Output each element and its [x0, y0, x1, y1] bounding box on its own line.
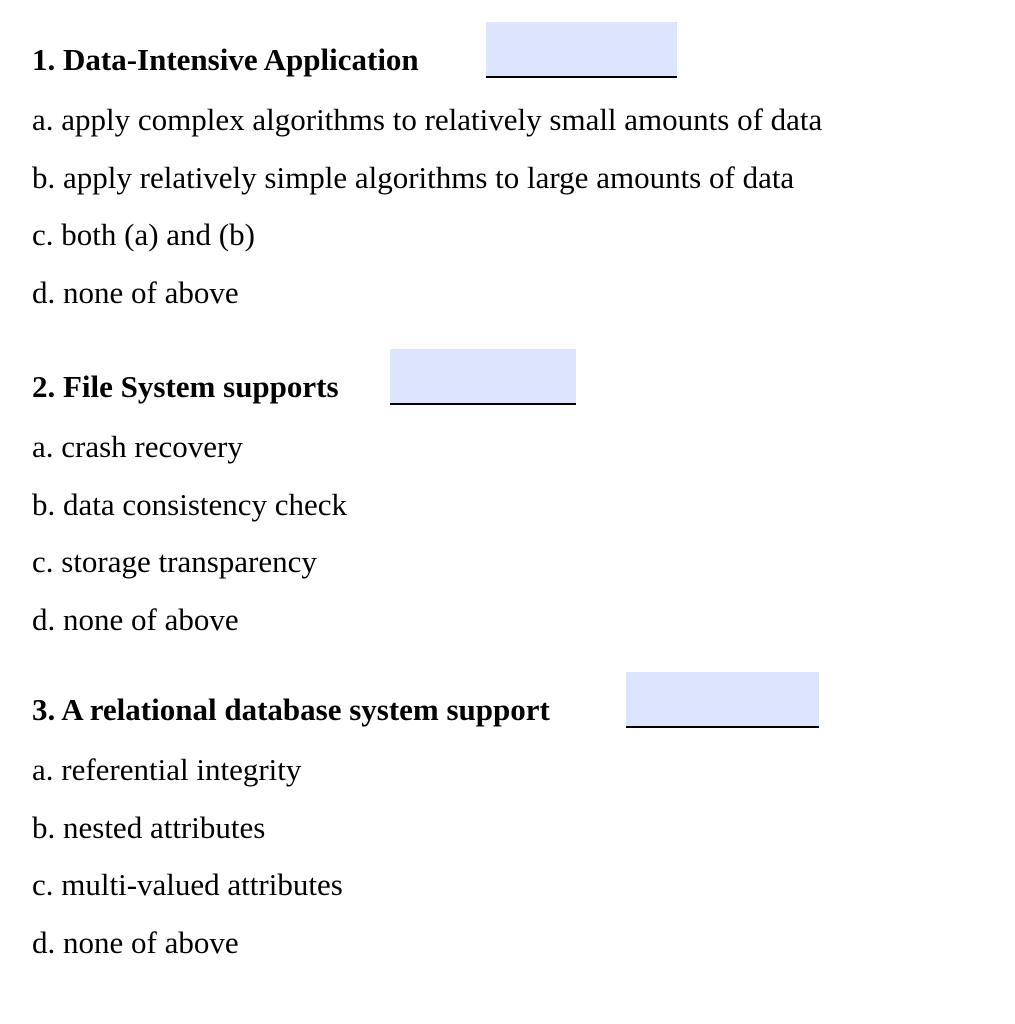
question-3	[32, 672, 992, 980]
question-3-option-d[interactable]: d. none of above	[32, 924, 239, 960]
question-1-option-b[interactable]: b. apply relatively simple algorithms to large amounts of data	[32, 159, 795, 195]
question-3-option-c[interactable]: c. multi-valued attributes	[32, 867, 343, 902]
question-3-option-a[interactable]: a. referential integrity	[32, 752, 302, 787]
question-3-option-b[interactable]: b. nested attributes	[32, 809, 266, 845]
question-2-line	[32, 349, 992, 411]
question-1-text: 1. Data-Intensive Application	[32, 42, 419, 77]
question-1-option-a[interactable]: a. apply complex algorithms to relatively small amounts of data	[32, 102, 823, 137]
question-1-answer-field[interactable]	[486, 22, 677, 78]
question-2-text: 2. File System supports	[32, 369, 339, 404]
question-3-text: 3. A relational database system support	[32, 692, 550, 727]
question-2-option-c[interactable]: c. storage transparency	[32, 544, 317, 579]
question-2-option-b[interactable]: b. data consistency check	[32, 486, 348, 522]
question-3-options	[32, 750, 992, 980]
question-1-options	[32, 100, 992, 330]
question-3-answer-field[interactable]	[626, 672, 819, 728]
question-1	[32, 22, 992, 330]
question-2	[32, 349, 992, 657]
question-2-option-a[interactable]: a. crash recovery	[32, 429, 243, 464]
question-2-options	[32, 427, 992, 657]
question-1-option-c[interactable]: c. both (a) and (b)	[32, 217, 255, 252]
question-2-option-d[interactable]: d. none of above	[32, 601, 239, 637]
question-1-option-d[interactable]: d. none of above	[32, 274, 239, 310]
question-1-line	[32, 22, 992, 84]
question-3-line	[32, 672, 992, 734]
question-2-answer-field[interactable]	[390, 349, 576, 405]
